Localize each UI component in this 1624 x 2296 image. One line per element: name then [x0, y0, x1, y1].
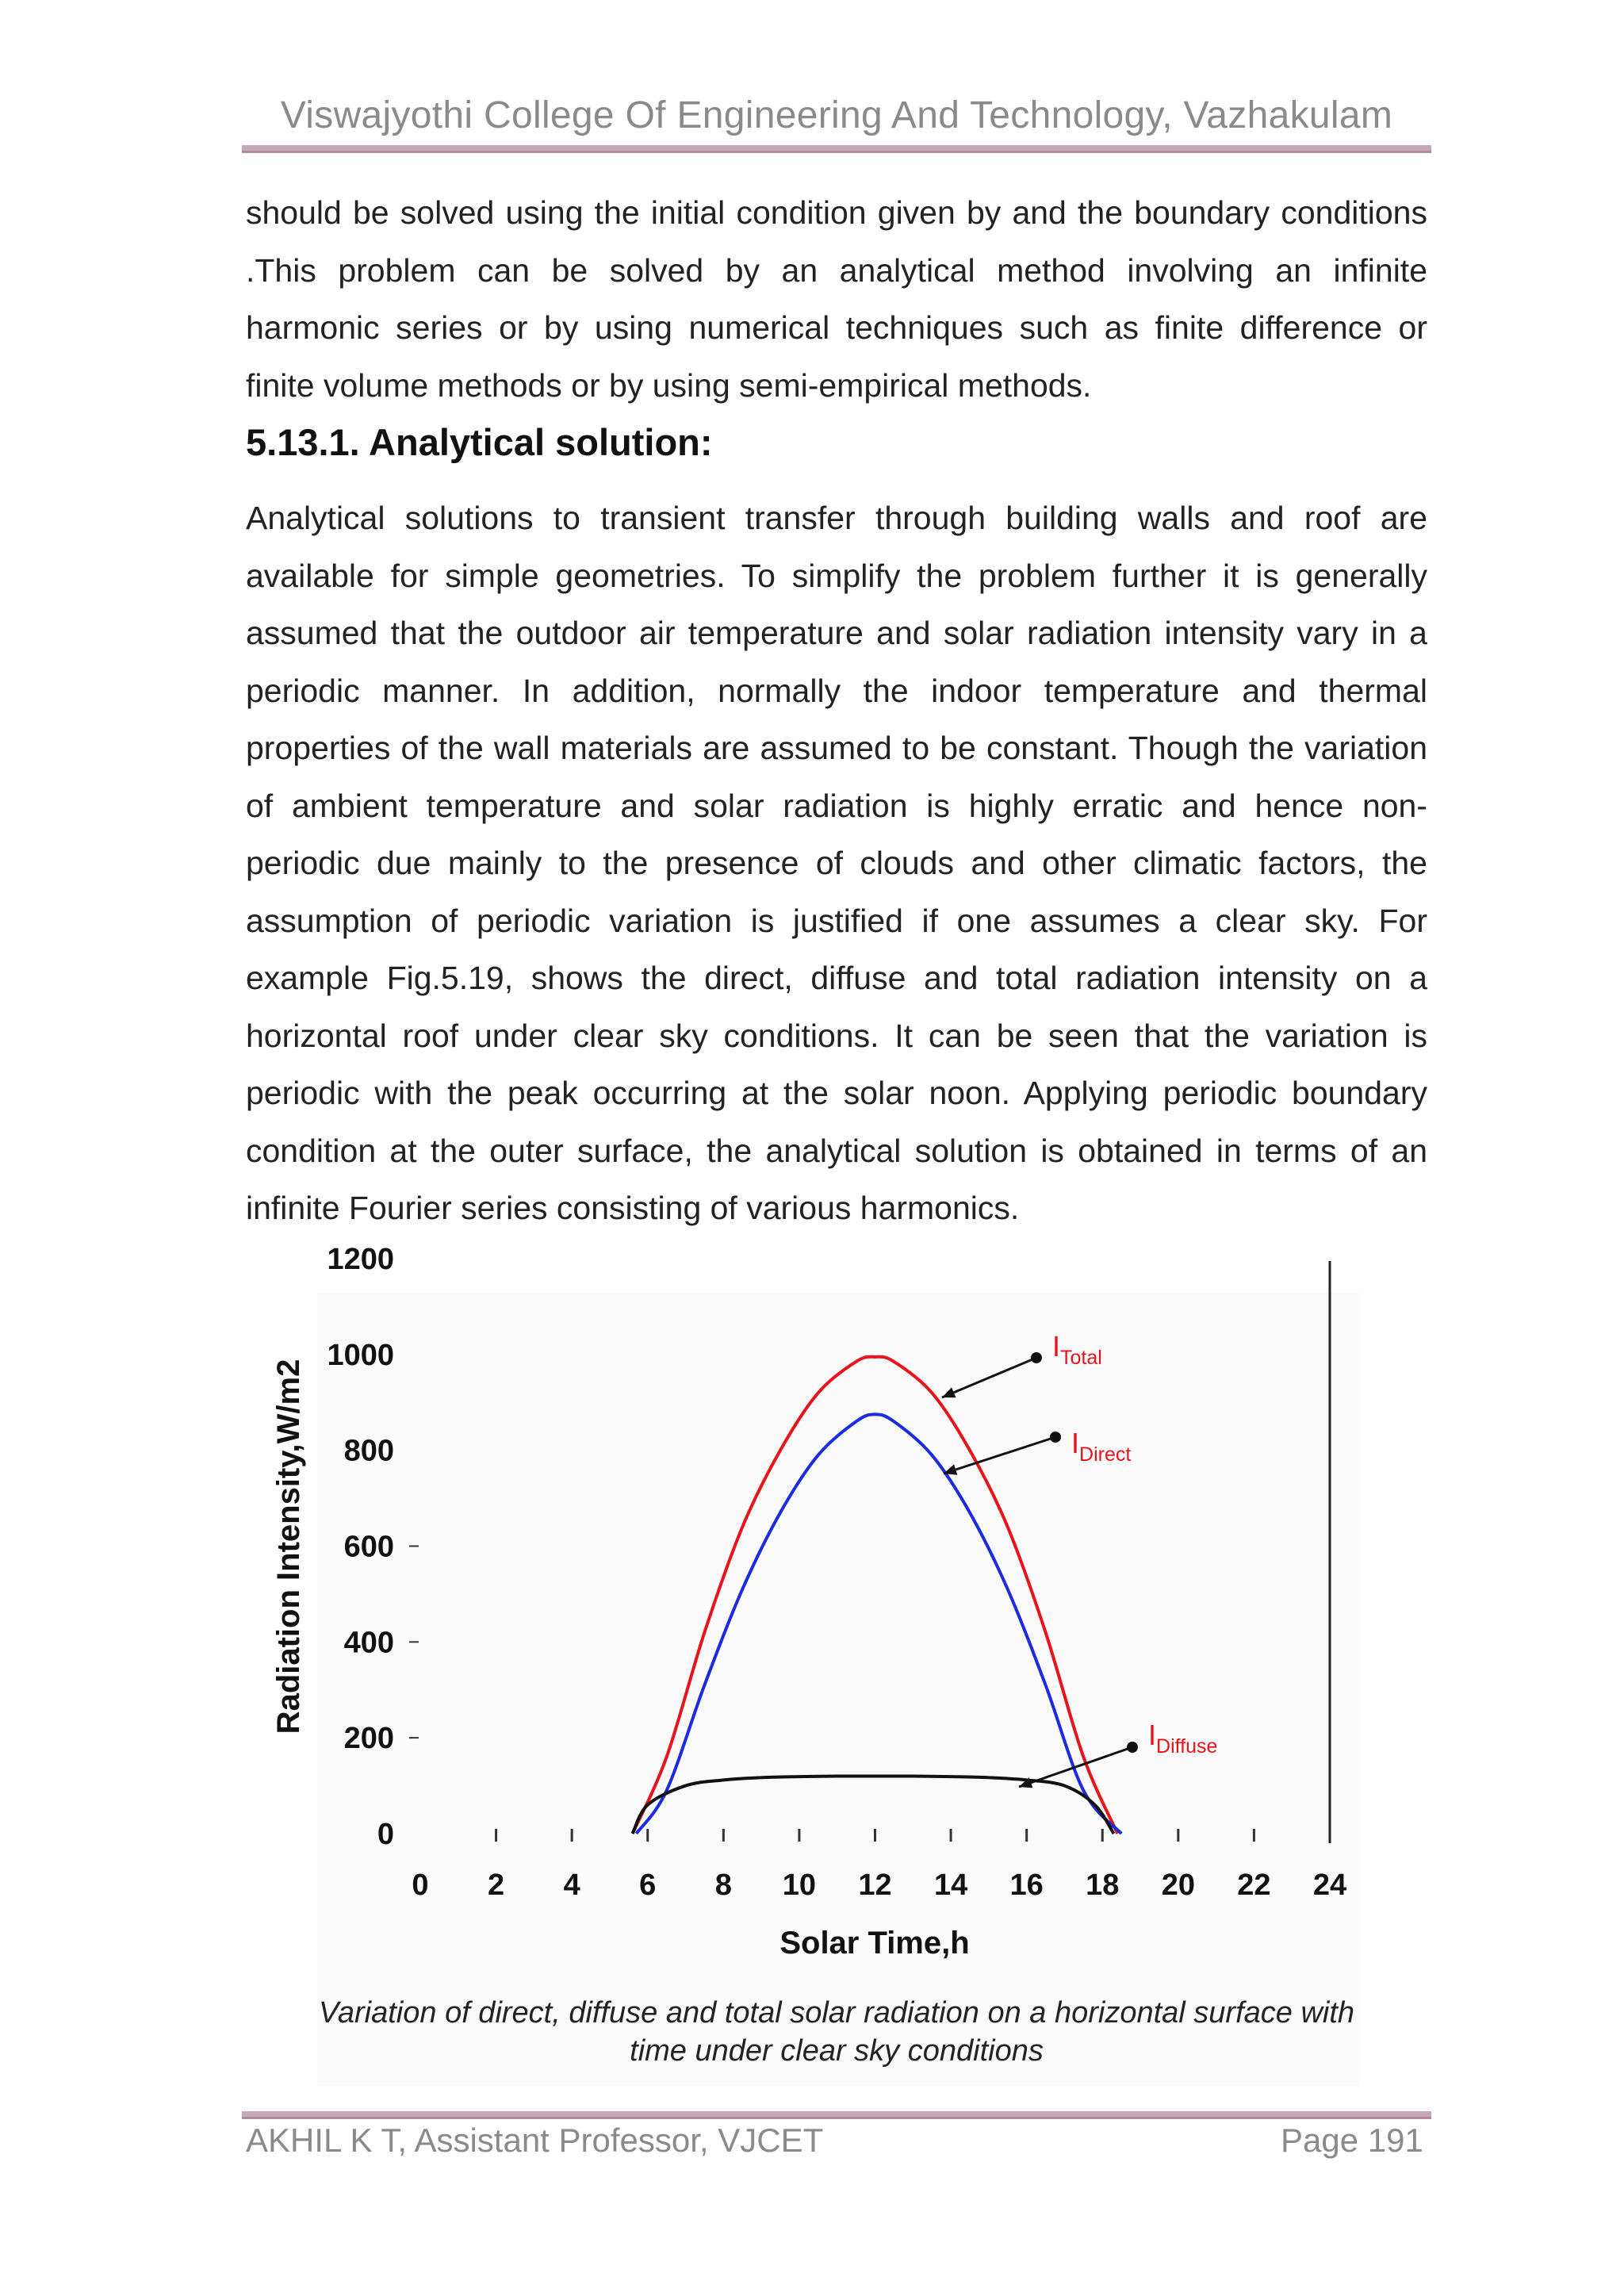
y-tick-label: 1200: [327, 1243, 394, 1276]
text-line: Analytical solutions to transient transfer through building walls and roof are: [246, 500, 1427, 536]
series-label-subscript: Total: [1060, 1347, 1102, 1369]
footer-divider: [242, 2111, 1431, 2119]
text-line: assumed that the outdoor air temperature and solar radiation intensity vary in a: [246, 615, 1427, 651]
footer-page-number: Page 191: [1281, 2122, 1423, 2159]
x-tick-label: 10: [782, 1869, 817, 1902]
text-line: horizontal roof under clear sky conditions. It can be seen that the variation is: [246, 1017, 1427, 1054]
figure-caption-line2: time under clear sky conditions: [630, 2034, 1044, 2068]
text-line: available for simple geometries. To simplify the problem further it is generally: [246, 557, 1427, 594]
text-line: of ambient temperature and solar radiation is highly erratic and hence non-: [246, 787, 1427, 824]
text-line: infinite Fourier series consisting of various harmonics.: [246, 1190, 1020, 1226]
x-tick-label: 18: [1086, 1869, 1120, 1902]
chart-background: [317, 1293, 1360, 2086]
annotation-dot-diffuse: [1127, 1742, 1138, 1753]
text-line: condition at the outer surface, the analytical solution is obtained in terms of an: [246, 1132, 1427, 1169]
text-line: periodic manner. In addition, normally the indoor temperature and thermal: [246, 672, 1427, 709]
x-tick-label: 6: [639, 1869, 657, 1902]
series-label-direct: $I_{Direct}$: [1071, 1427, 1132, 1466]
annotation-dot-total: [1031, 1352, 1042, 1363]
text-line: harmonic series or by using numerical techniques such as finite difference or: [246, 309, 1427, 346]
x-tick-label: 2: [488, 1869, 505, 1902]
series-label-diffuse: $I_{Diffuse}$: [1148, 1719, 1218, 1757]
text-line: .This problem can be solved by an analytical method involving an infinite: [246, 251, 1427, 289]
x-tick-label: 0: [412, 1869, 429, 1902]
y-tick-label: 600: [343, 1530, 394, 1564]
section-heading: 5.13.1. Analytical solution:: [246, 421, 713, 463]
text-line: example Fig.5.19, shows the direct, diffuse and total radiation intensity on a: [246, 960, 1427, 996]
series-label-subscript: Direct: [1079, 1443, 1132, 1466]
x-tick-label: 8: [714, 1869, 732, 1902]
x-tick-label: 16: [1009, 1869, 1044, 1902]
annotation-dot-direct: [1050, 1432, 1061, 1443]
x-axis-label: Solar Time,h: [779, 1926, 970, 1961]
text-line: periodic due mainly to the presence of clouds and other climatic factors, the: [246, 845, 1427, 881]
text-line: finite volume methods or by using semi-empirical methods.: [246, 366, 1092, 404]
figure-caption-line1: Variation of direct, diffuse and total solar radiation on a horizontal surface with: [318, 1996, 1355, 2030]
series-label-total: $I_{Total}$: [1052, 1330, 1102, 1369]
text-line: should be solved using the initial condition given by and the boundary conditions: [246, 194, 1427, 231]
y-axis-label: Radiation Intensity,W/m2: [271, 1359, 306, 1734]
x-tick-label: 12: [858, 1869, 892, 1902]
x-tick-label: 14: [933, 1869, 968, 1902]
text-line: assumption of periodic variation is justified if one assumes a clear sky. For: [246, 902, 1427, 939]
y-tick-label: 0: [377, 1818, 394, 1851]
series-label-subscript: Diffuse: [1156, 1735, 1218, 1757]
y-tick-label: 1000: [327, 1338, 394, 1372]
y-tick-label: 800: [343, 1434, 394, 1468]
footer-author: AKHIL K T, Assistant Professor, VJCET: [246, 2122, 824, 2159]
page-header-title: Viswajyothi College Of Engineering And Technology, Vazhakulam: [280, 94, 1393, 136]
x-tick-label: 22: [1237, 1869, 1271, 1902]
y-tick-label: 200: [343, 1722, 394, 1756]
x-tick-label: 20: [1161, 1869, 1195, 1902]
x-tick-label: 24: [1312, 1869, 1347, 1902]
text-line: periodic with the peak occurring at the solar noon. Applying periodic boundary: [246, 1075, 1427, 1111]
x-tick-label: 4: [563, 1869, 580, 1902]
text-line: properties of the wall materials are assumed to be constant. Though the variation: [246, 730, 1427, 766]
y-tick-label: 400: [343, 1626, 394, 1660]
